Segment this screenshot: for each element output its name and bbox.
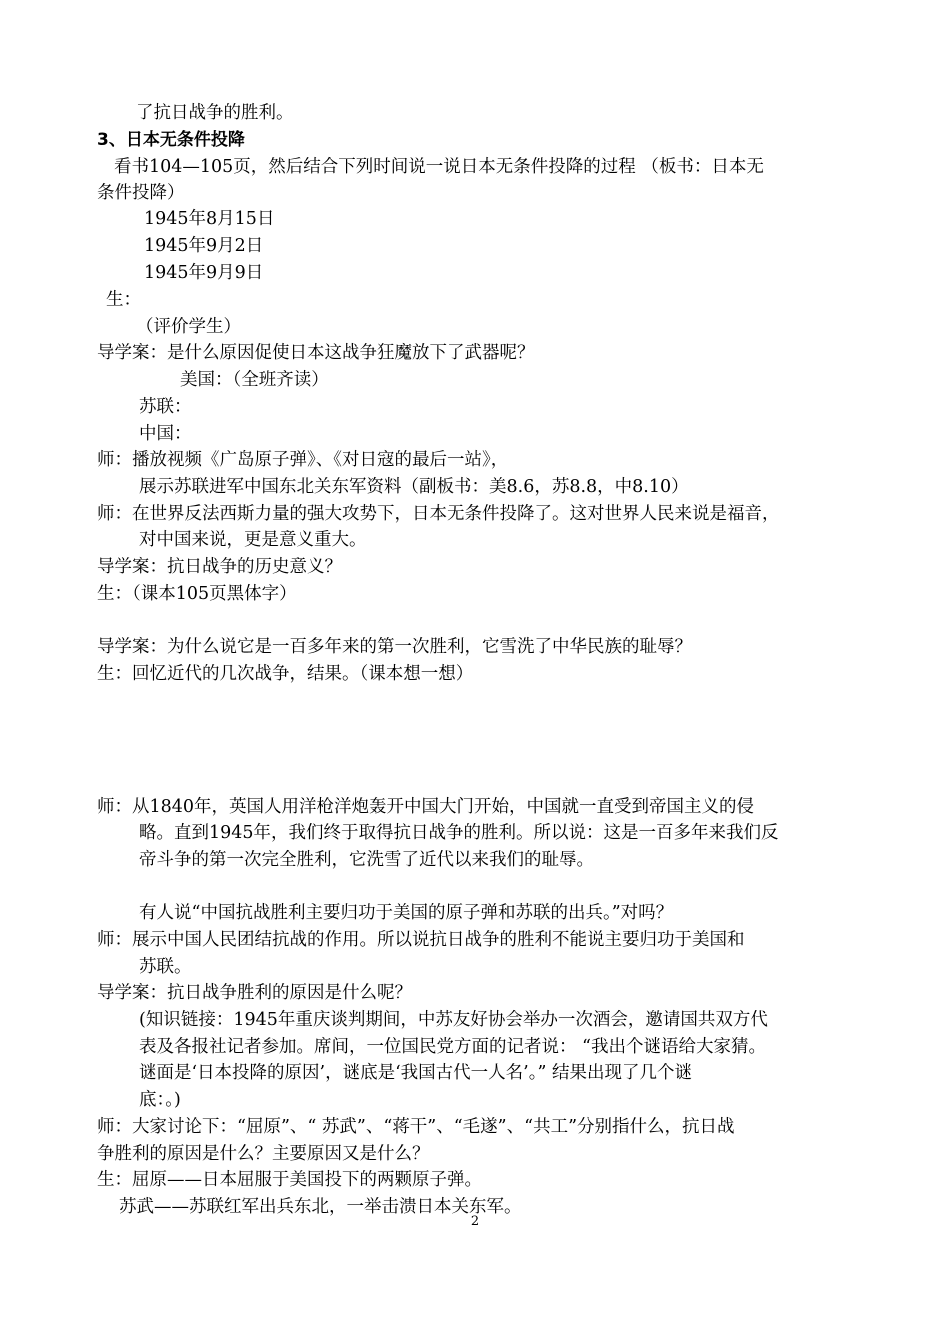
text-line: 师：从1840年，英国人用洋枪洋炮轰开中国大门开始，中国就一直受到帝国主义的侵 — [97, 797, 755, 817]
text-line: 谜面是‘日本投降的原因’，谜底是‘我国古代一人名’。” 结果出现了几个谜 — [139, 1063, 693, 1083]
text-line: (知识链接：1945年重庆谈判期间，中苏友好协会举办一次酒会，邀请国共双方代 — [139, 1010, 768, 1030]
text-line: 苏联： — [139, 397, 192, 417]
text-line: 生：（课本105页黑体字） — [97, 584, 297, 604]
text-line: 有人说“中国抗战胜利主要归功于美国的原子弹和苏联的出兵。”对吗？ — [139, 903, 674, 923]
text-line: 生： — [106, 290, 141, 310]
text-line: 导学案：抗日战争胜利的原因是什么呢？ — [97, 983, 412, 1003]
text-line: 苏联。 — [139, 957, 192, 977]
text-line: 导学案：是什么原因促使日本这战争狂魔放下了武器呢？ — [97, 343, 535, 363]
text-line: 看书104—105页，然后结合下列时间说一说日本无条件投降的过程 （板书：日本无 — [114, 157, 764, 177]
text-line: 师：在世界反法西斯力量的强大攻势下，日本无条件投降了。这对世界人民来说是福音， — [97, 504, 780, 524]
text-line: 帝斗争的第一次完全胜利，它洗雪了近代以来我们的耻辱。 — [139, 850, 594, 870]
text-line: 导学案：抗日战争的历史意义？ — [97, 557, 342, 577]
date-line: 1945年9月2日 — [144, 236, 264, 256]
text-line: 条件投降） — [97, 183, 185, 203]
text-line: 对中国来说，更是意义重大。 — [139, 530, 367, 550]
section-heading: 3、日本无条件投降 — [97, 130, 245, 150]
text-line: 美国：（全班齐读） — [180, 370, 329, 390]
text-line: 师：展示中国人民团结抗战的作用。所以说抗日战争的胜利不能说主要归功于美国和 — [97, 930, 745, 950]
text-line: 了抗日战争的胜利。 — [136, 103, 294, 123]
text-line: 表及各报社记者参加。席间，一位国民党方面的记者说： “我出个谜语给大家猜。 — [139, 1037, 767, 1057]
text-line: 底：。) — [139, 1090, 181, 1110]
text-line: 导学案：为什么说它是一百多年来的第一次胜利，它雪洗了中华民族的耻辱？ — [97, 637, 692, 657]
text-line: 生：回忆近代的几次战争，结果。（课本想一想） — [97, 664, 474, 684]
text-line: 中国： — [139, 424, 192, 444]
text-line: 生：屈原——日本屈服于美国投下的两颗原子弹。 — [97, 1170, 482, 1190]
date-line: 1945年9月9日 — [144, 263, 264, 283]
text-line: 师：大家讨论下：“屈原”、“ 苏武”、“蒋干”、“毛遂”、“共工”分别指什么，抗日战 — [97, 1117, 735, 1137]
text-line: 师：播放视频《广岛原子弹》、《对日寇的最后一站》， — [97, 450, 509, 470]
text-line: 苏武——苏联红军出兵东北，一举击溃日本关东军。 — [119, 1197, 522, 1217]
text-line: 展示苏联进军中国东北关东军资料（副板书：美8.6，苏8.8，中8.10） — [139, 477, 689, 497]
page-number: 2 — [470, 1214, 480, 1229]
text-line: （评价学生） — [136, 317, 241, 337]
text-line: 争胜利的原因是什么？主要原因又是什么？ — [97, 1144, 430, 1164]
text-line: 略。直到1945年，我们终于取得抗日战争的胜利。所以说：这是一百多年来我们反 — [139, 823, 779, 843]
date-line: 1945年8月15日 — [144, 209, 275, 229]
